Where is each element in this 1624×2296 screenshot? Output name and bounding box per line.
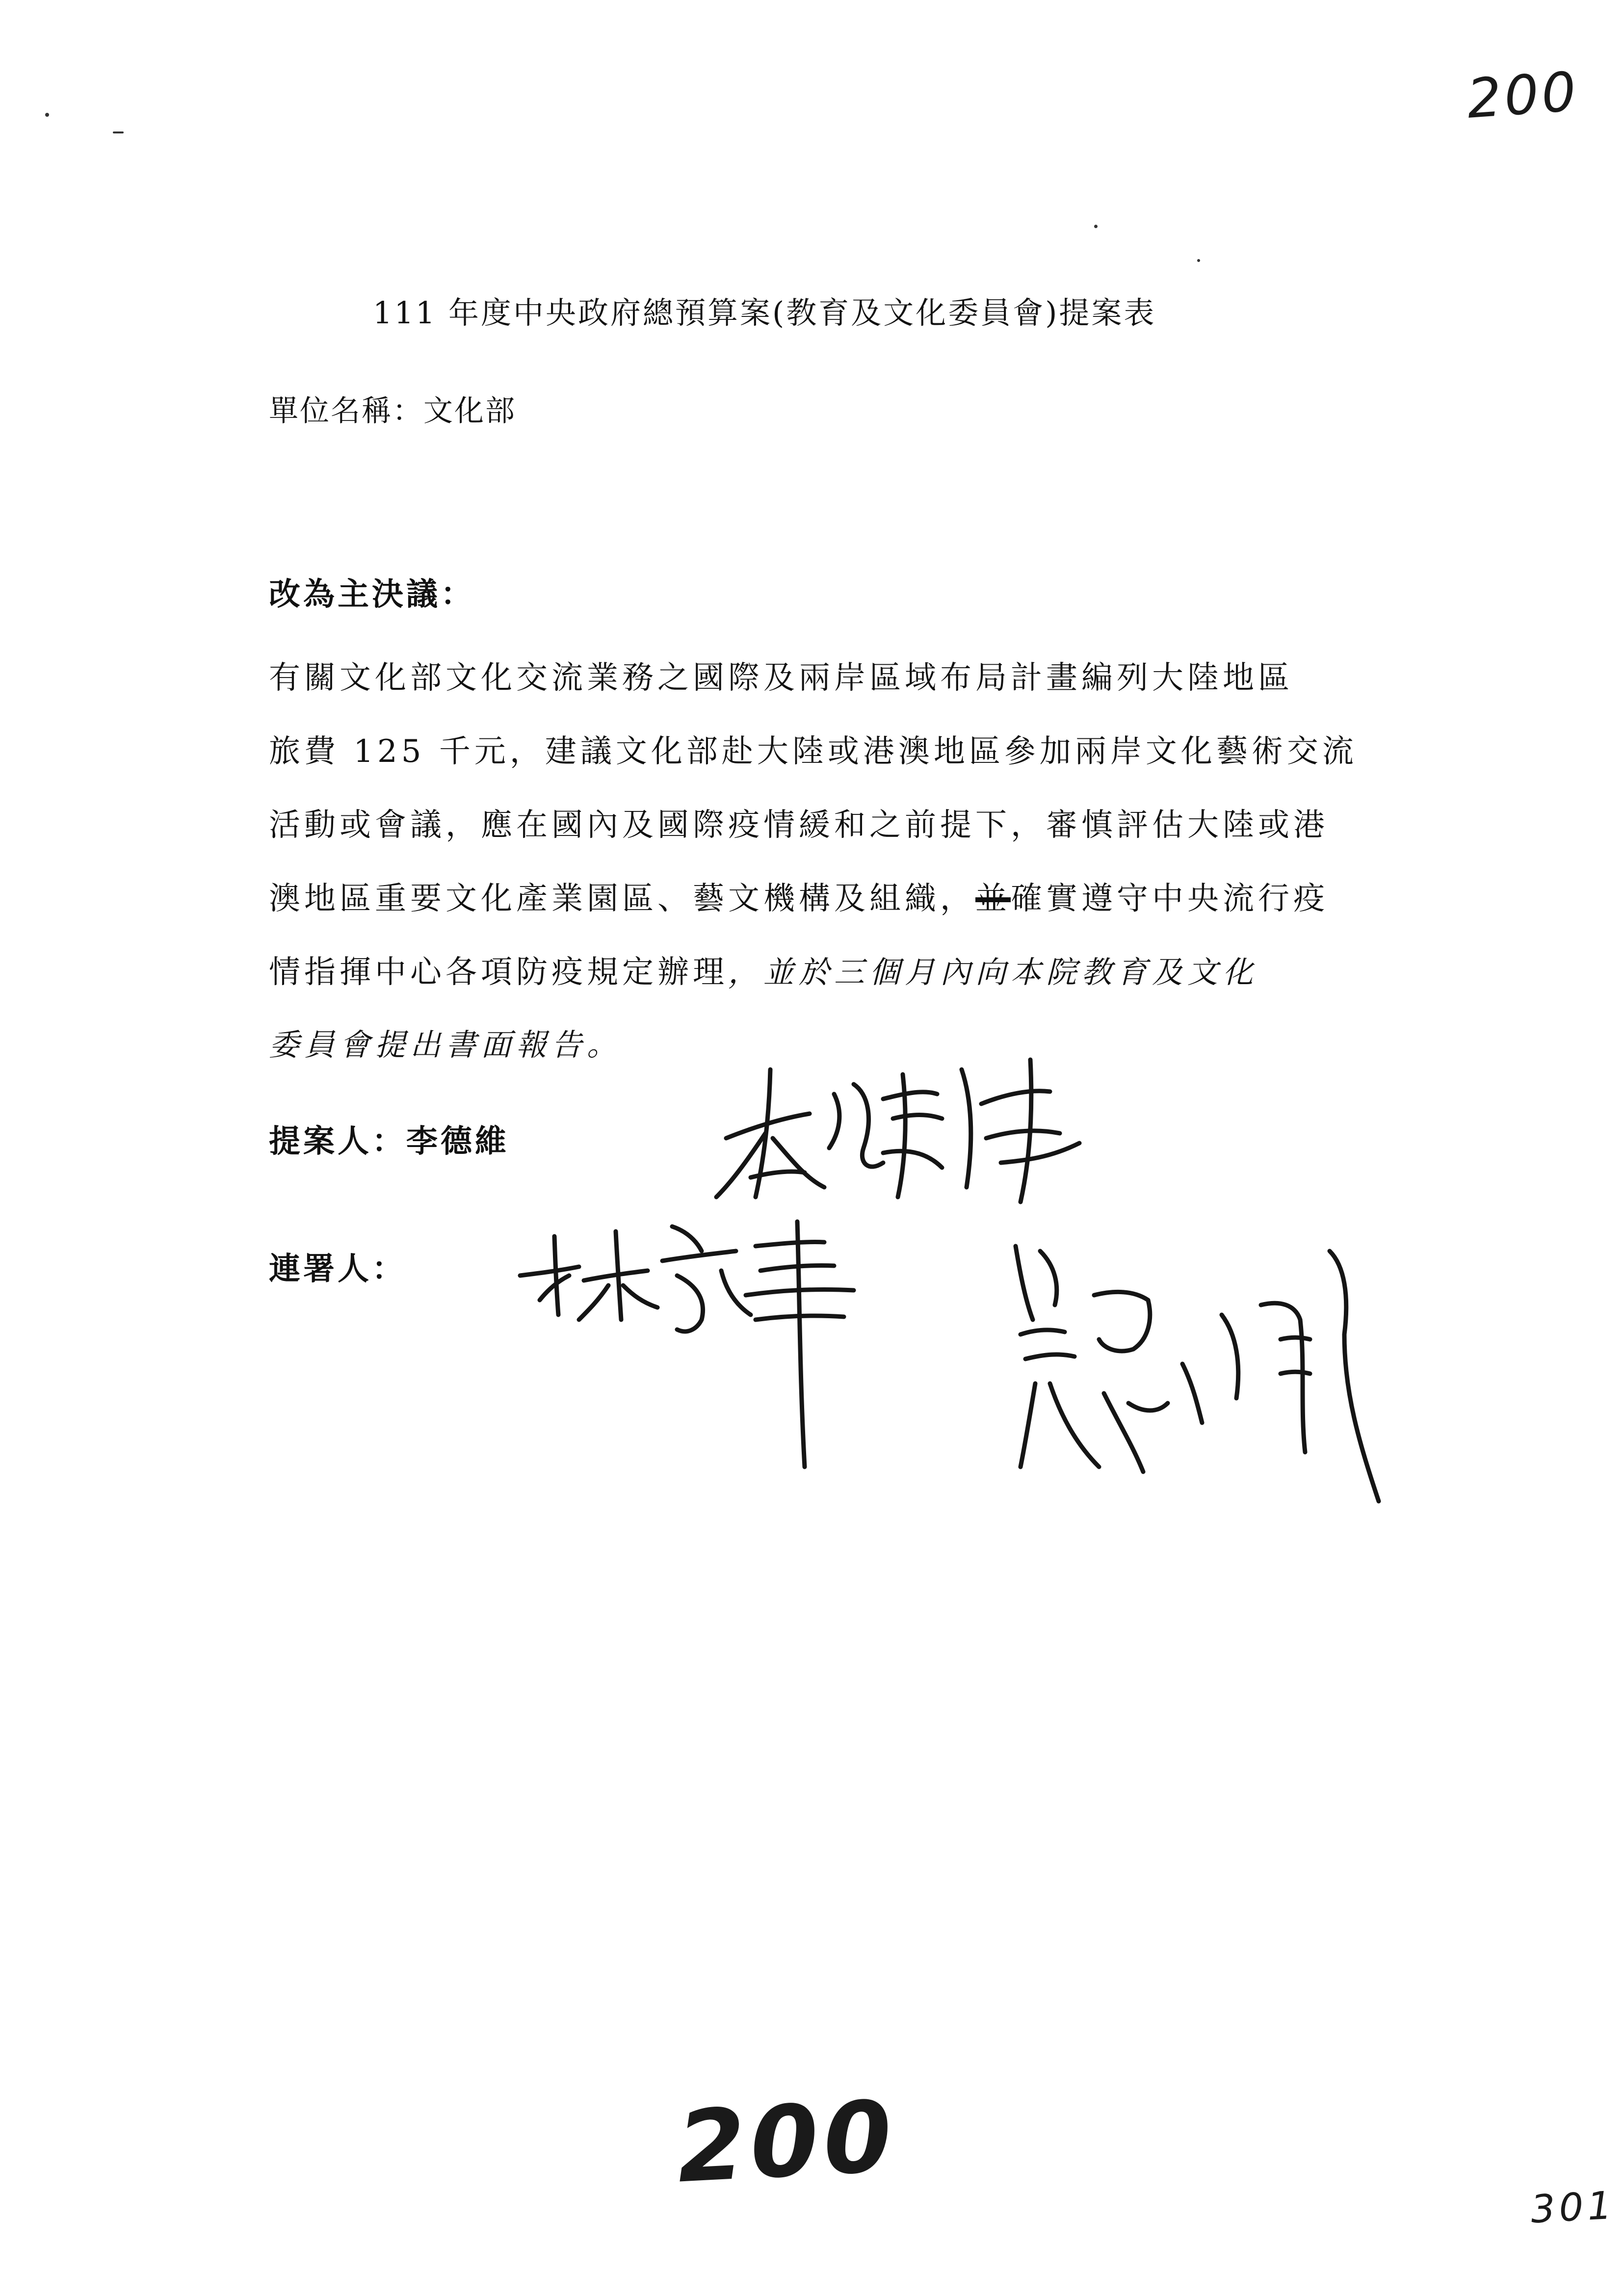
unit-name: 文化部 <box>423 394 516 428</box>
resolution-body <box>269 652 1397 1094</box>
top-page-number-mark: 200 <box>1465 60 1581 130</box>
proposer-label: 提案人：李德維 <box>269 1123 509 1160</box>
body-line-6-handwritten: 委員會提出書面報告。 <box>269 1027 623 1063</box>
struck-character: 並 <box>975 881 1011 917</box>
scan-speck <box>113 131 124 133</box>
cosigner-2-signature <box>1006 1236 1388 1511</box>
body-line-4 <box>269 873 1397 947</box>
body-line-1: 有關文化部文化交流業務之國際及兩岸區域布局計畫編列大陸地區 <box>269 660 1293 696</box>
body-line-3: 活動或會議，應在國內及國際疫情緩和之前提下，審慎評估大陸或港 <box>269 807 1329 843</box>
cosigner-1-signature <box>510 1202 883 1477</box>
proposer-signature <box>707 1040 1109 1226</box>
scan-speck <box>1197 259 1200 262</box>
resolution-heading: 改為主決議： <box>269 576 475 613</box>
sheet-number: 301 <box>1529 2183 1617 2232</box>
body-line-5 <box>269 947 1397 1020</box>
document-title: 111 年度中央政府總預算案(教育及文化委員會)提案表 <box>373 295 1156 331</box>
cosigner-label: 連署人： <box>269 1251 406 1287</box>
body-line-2: 旅費 125 千元，建議文化部赴大陸或港澳地區參加兩岸文化藝術交流 <box>269 733 1358 770</box>
unit-line <box>269 388 516 430</box>
bottom-page-number-mark: 200 <box>674 2079 900 2205</box>
body-line-4-text: 澳地區重要文化產業園區、藝文機構及組織， <box>269 881 975 917</box>
body-line-4-tail: 確實遵守中央流行疫 <box>1011 881 1329 917</box>
scan-speck <box>45 113 49 117</box>
unit-label: 單位名稱： <box>269 394 423 428</box>
body-line-5-handwritten: ，並於三個月內向本院教育及文化 <box>728 954 1258 990</box>
scan-speck <box>1094 225 1098 228</box>
body-line-5-printed: 情指揮中心各項防疫規定辦理 <box>269 954 728 991</box>
